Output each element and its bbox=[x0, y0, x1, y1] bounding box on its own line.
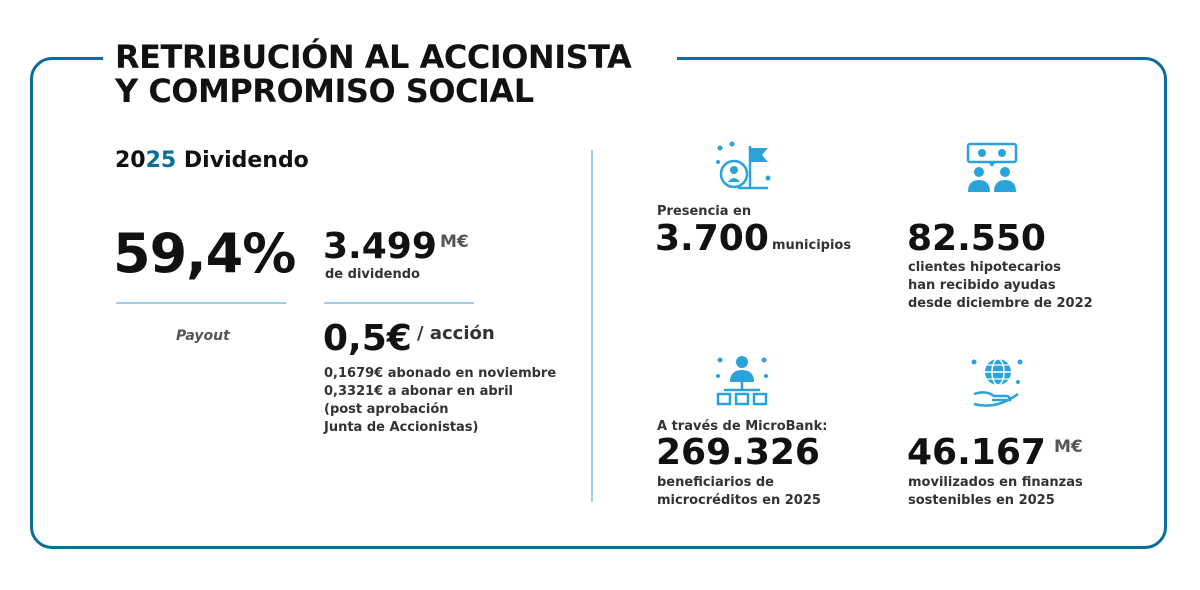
note-line: Junta de Accionistas) bbox=[324, 420, 479, 435]
mortgage-value: 82.550 bbox=[907, 218, 1046, 259]
year-suffix: 25 bbox=[145, 148, 177, 173]
dividend-amount-unit: M€ bbox=[440, 232, 469, 252]
sustainable-line: sostenibles en 2025 bbox=[908, 493, 1055, 508]
dividend-heading bbox=[115, 148, 309, 173]
location-flag-icon bbox=[712, 138, 782, 200]
dividend-amount-label: de dividendo bbox=[325, 267, 420, 282]
dividend-amount-value: 3.499 bbox=[323, 226, 437, 267]
microbank-line: microcréditos en 2025 bbox=[657, 493, 821, 508]
per-share-notes bbox=[324, 365, 556, 437]
presence-unit: municipios bbox=[772, 238, 852, 253]
mortgage-description bbox=[908, 259, 1093, 313]
page-title bbox=[115, 40, 665, 108]
note-line: (post aprobación bbox=[324, 402, 449, 417]
sustainable-line: movilizados en finanzas bbox=[908, 475, 1083, 490]
per-share-unit: / acción bbox=[417, 323, 495, 344]
presence-value: 3.700 bbox=[655, 218, 769, 259]
network-person-icon bbox=[712, 352, 772, 414]
presence-label: Presencia en bbox=[657, 204, 752, 219]
title-block bbox=[103, 40, 677, 108]
mortgage-line: desde diciembre de 2022 bbox=[908, 296, 1093, 311]
sustainable-description bbox=[908, 474, 1083, 510]
vertical-divider bbox=[591, 150, 593, 502]
year-prefix: 20 bbox=[115, 148, 146, 173]
people-agreement-icon bbox=[962, 140, 1022, 200]
note-line: 0,1679€ abonado en noviembre bbox=[324, 366, 557, 381]
title-line-1: RETRIBUCIÓN AL ACCIONISTA bbox=[115, 38, 632, 76]
per-share-value: 0,5€ bbox=[323, 318, 412, 359]
note-line: 0,3321€ a abonar en abril bbox=[324, 384, 514, 399]
microbank-value: 269.326 bbox=[656, 432, 820, 473]
sustainable-unit: M€ bbox=[1054, 437, 1083, 457]
microbank-label: A través de MicroBank: bbox=[657, 419, 828, 434]
mortgage-line: han recibido ayudas bbox=[908, 278, 1056, 293]
microbank-description bbox=[657, 474, 821, 510]
payout-underline bbox=[116, 302, 286, 304]
payout-label: Payout bbox=[176, 328, 230, 344]
microbank-line: beneficiarios de bbox=[657, 475, 774, 490]
sustainable-value: 46.167 bbox=[907, 432, 1046, 473]
mortgage-line: clientes hipotecarios bbox=[908, 260, 1061, 275]
payout-value: 59,4% bbox=[113, 222, 296, 285]
dividend-heading-label: Dividendo bbox=[183, 148, 309, 173]
globe-hand-icon bbox=[966, 354, 1026, 416]
title-line-2: Y COMPROMISO SOCIAL bbox=[115, 72, 534, 110]
amount-underline bbox=[324, 302, 474, 304]
